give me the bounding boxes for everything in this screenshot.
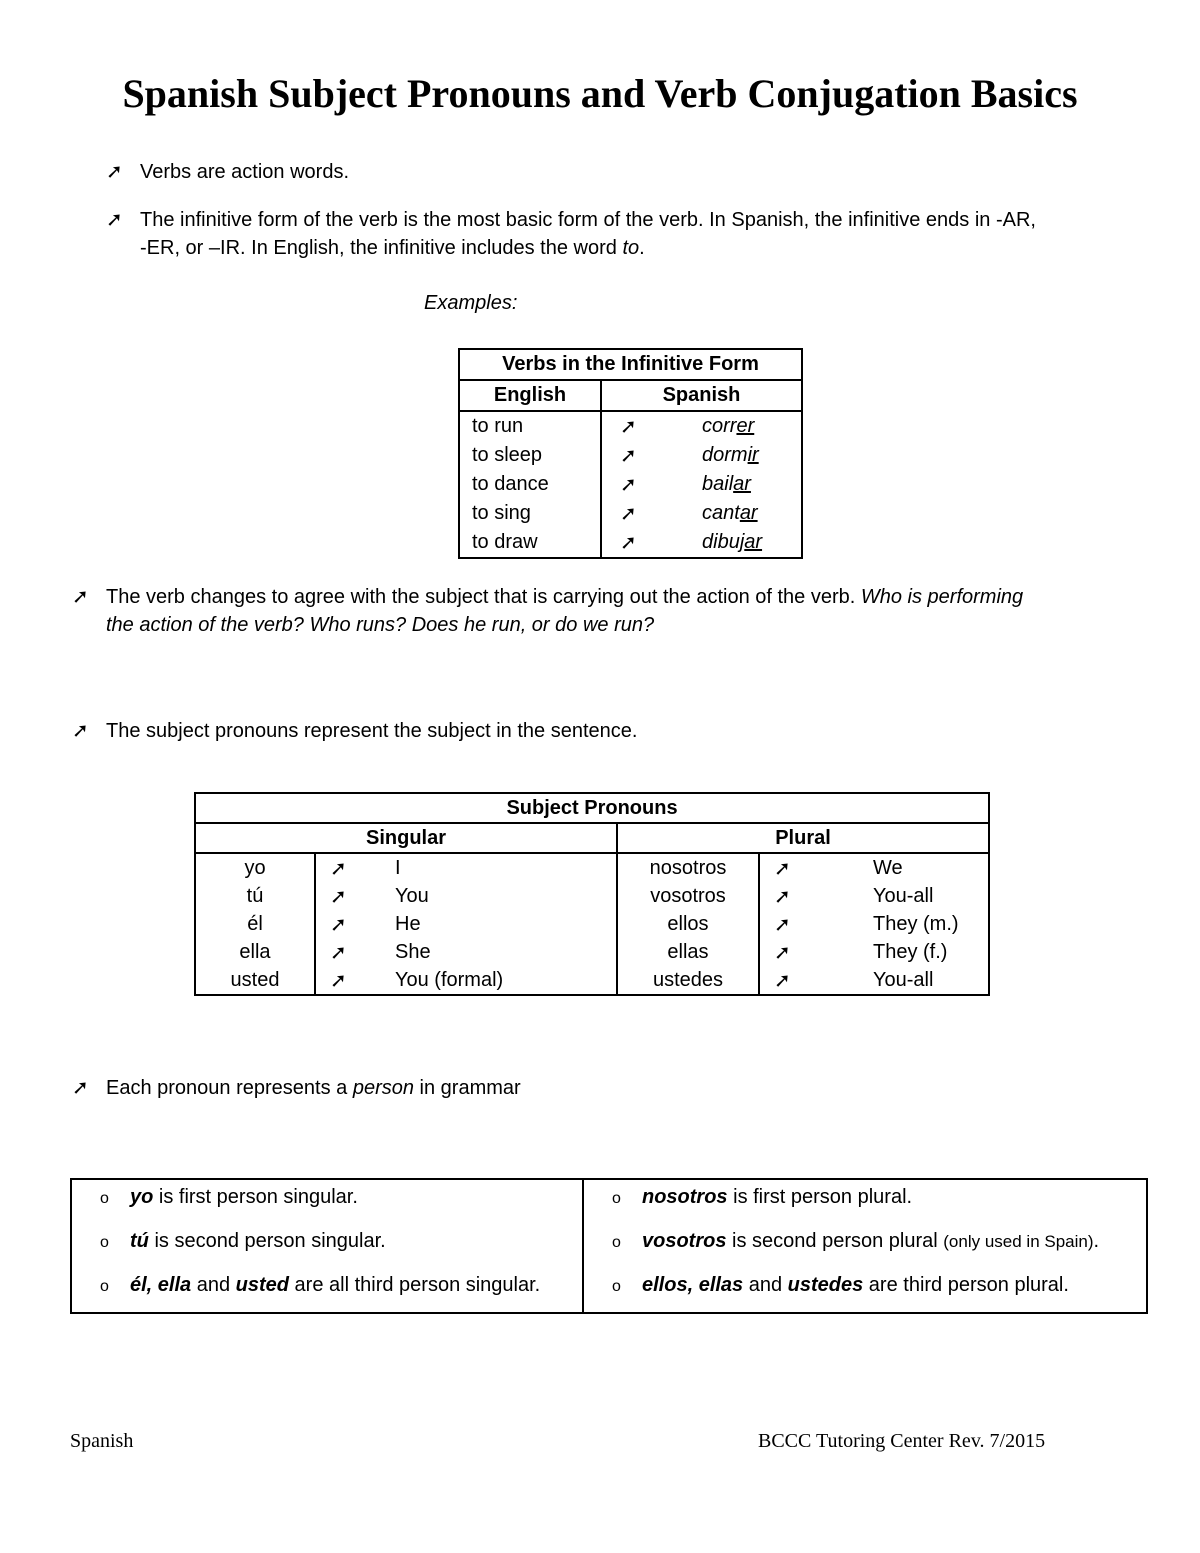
- bullet-person-grammar: ➚ Each pronoun represents a person in grammar: [72, 1074, 521, 1102]
- arrow-icon: ➚: [774, 913, 791, 936]
- circle-bullet-icon: o: [612, 1190, 621, 1207]
- circle-bullet-icon: o: [612, 1278, 621, 1295]
- footer-left: Spanish: [70, 1430, 134, 1452]
- arrow-icon: ➚: [774, 857, 791, 880]
- arrow-icon: ➚: [330, 941, 347, 964]
- table-row: to sleep ➚ dormir: [459, 441, 802, 470]
- plural-person-list: [583, 1179, 1147, 1313]
- pronoun-table: [194, 792, 990, 996]
- page-title: Spanish Subject Pronouns and Verb Conjugation Basics: [122, 71, 1078, 116]
- circle-bullet-icon: o: [100, 1190, 109, 1207]
- arrow-bullet-icon: ➚: [72, 720, 89, 742]
- examples-label: Examples:: [424, 292, 518, 314]
- arrow-icon: ➚: [620, 532, 637, 554]
- col-singular: Singular: [195, 823, 617, 853]
- col-english: English: [459, 380, 601, 411]
- list-item: o él, ella and usted are all third person singular.: [72, 1268, 582, 1312]
- bullet-infinitive: [106, 206, 1166, 234]
- arrow-icon: ➚: [774, 885, 791, 908]
- footer-right: BCCC Tutoring Center Rev. 7/2015: [758, 1430, 1046, 1452]
- infinitive-table: [458, 348, 803, 559]
- arrow-icon: ➚: [774, 941, 791, 964]
- arrow-bullet-icon: ➚: [72, 1077, 89, 1099]
- arrow-icon: ➚: [330, 885, 347, 908]
- list-item: o vosotros is second person plural (only used in Spain).: [584, 1224, 1146, 1268]
- circle-bullet-icon: o: [100, 1234, 109, 1251]
- infinitive-table-caption: Verbs in the Infinitive Form: [459, 349, 802, 380]
- table-row: to dance ➚ bailar: [459, 470, 802, 499]
- table-row: to sing ➚ cantar: [459, 499, 802, 528]
- list-item: o nosotros is first person plural.: [584, 1180, 1146, 1224]
- pronoun-table-caption: Subject Pronouns: [195, 793, 989, 823]
- bullet-text: Verbs are action words.: [140, 161, 349, 183]
- arrow-bullet-icon: ➚: [106, 209, 123, 231]
- arrow-bullet-icon: ➚: [72, 586, 89, 608]
- circle-bullet-icon: o: [100, 1278, 109, 1295]
- arrow-icon: ➚: [774, 969, 791, 992]
- arrow-bullet-icon: ➚: [106, 161, 123, 183]
- person-table: [70, 1178, 1148, 1314]
- table-row: to draw ➚ dibujar: [459, 528, 802, 558]
- arrow-icon: ➚: [620, 503, 637, 525]
- arrow-icon: ➚: [330, 913, 347, 936]
- list-item: o tú is second person singular.: [72, 1224, 582, 1268]
- singular-person-list: [71, 1179, 583, 1313]
- arrow-icon: ➚: [330, 969, 347, 992]
- bullet-verb-agreement-continuation: the action of the verb? Who runs? Does he run, or do we run?: [106, 614, 655, 636]
- bullet-text: The infinitive form of the verb is the most basic form of the verb. In Spanish, the infinitive ends in -AR,: [140, 209, 1036, 231]
- bullet-verb-agreement: ➚ The verb changes to agree with the subject that is carrying out the action of the verb. Who is performing: [72, 583, 1172, 611]
- arrow-icon: ➚: [330, 857, 347, 880]
- table-row: to run ➚ correr: [459, 411, 802, 441]
- col-plural: Plural: [617, 823, 989, 853]
- arrow-icon: ➚: [620, 445, 637, 467]
- table-row: ella ➚ She ellas ➚ They (f.): [195, 938, 989, 966]
- list-item: o ellos, ellas and ustedes are third person plural.: [584, 1268, 1146, 1312]
- table-row: yo ➚ I nosotros ➚ We: [195, 853, 989, 882]
- circle-bullet-icon: o: [612, 1234, 621, 1251]
- col-spanish: Spanish: [601, 380, 802, 411]
- table-row: él ➚ He ellos ➚ They (m.): [195, 910, 989, 938]
- table-row: tú ➚ You vosotros ➚ You-all: [195, 882, 989, 910]
- bullet-verbs-action: [106, 158, 349, 186]
- arrow-icon: ➚: [620, 416, 637, 438]
- arrow-icon: ➚: [620, 474, 637, 496]
- list-item: o yo is first person singular.: [72, 1180, 582, 1224]
- table-row: usted ➚ You (formal) ustedes ➚ You-all: [195, 966, 989, 995]
- bullet-subject-pronouns: ➚ The subject pronouns represent the subject in the sentence.: [72, 717, 637, 745]
- bullet-infinitive-continuation: -ER, or –IR. In English, the infinitive includes the word to.: [140, 237, 645, 259]
